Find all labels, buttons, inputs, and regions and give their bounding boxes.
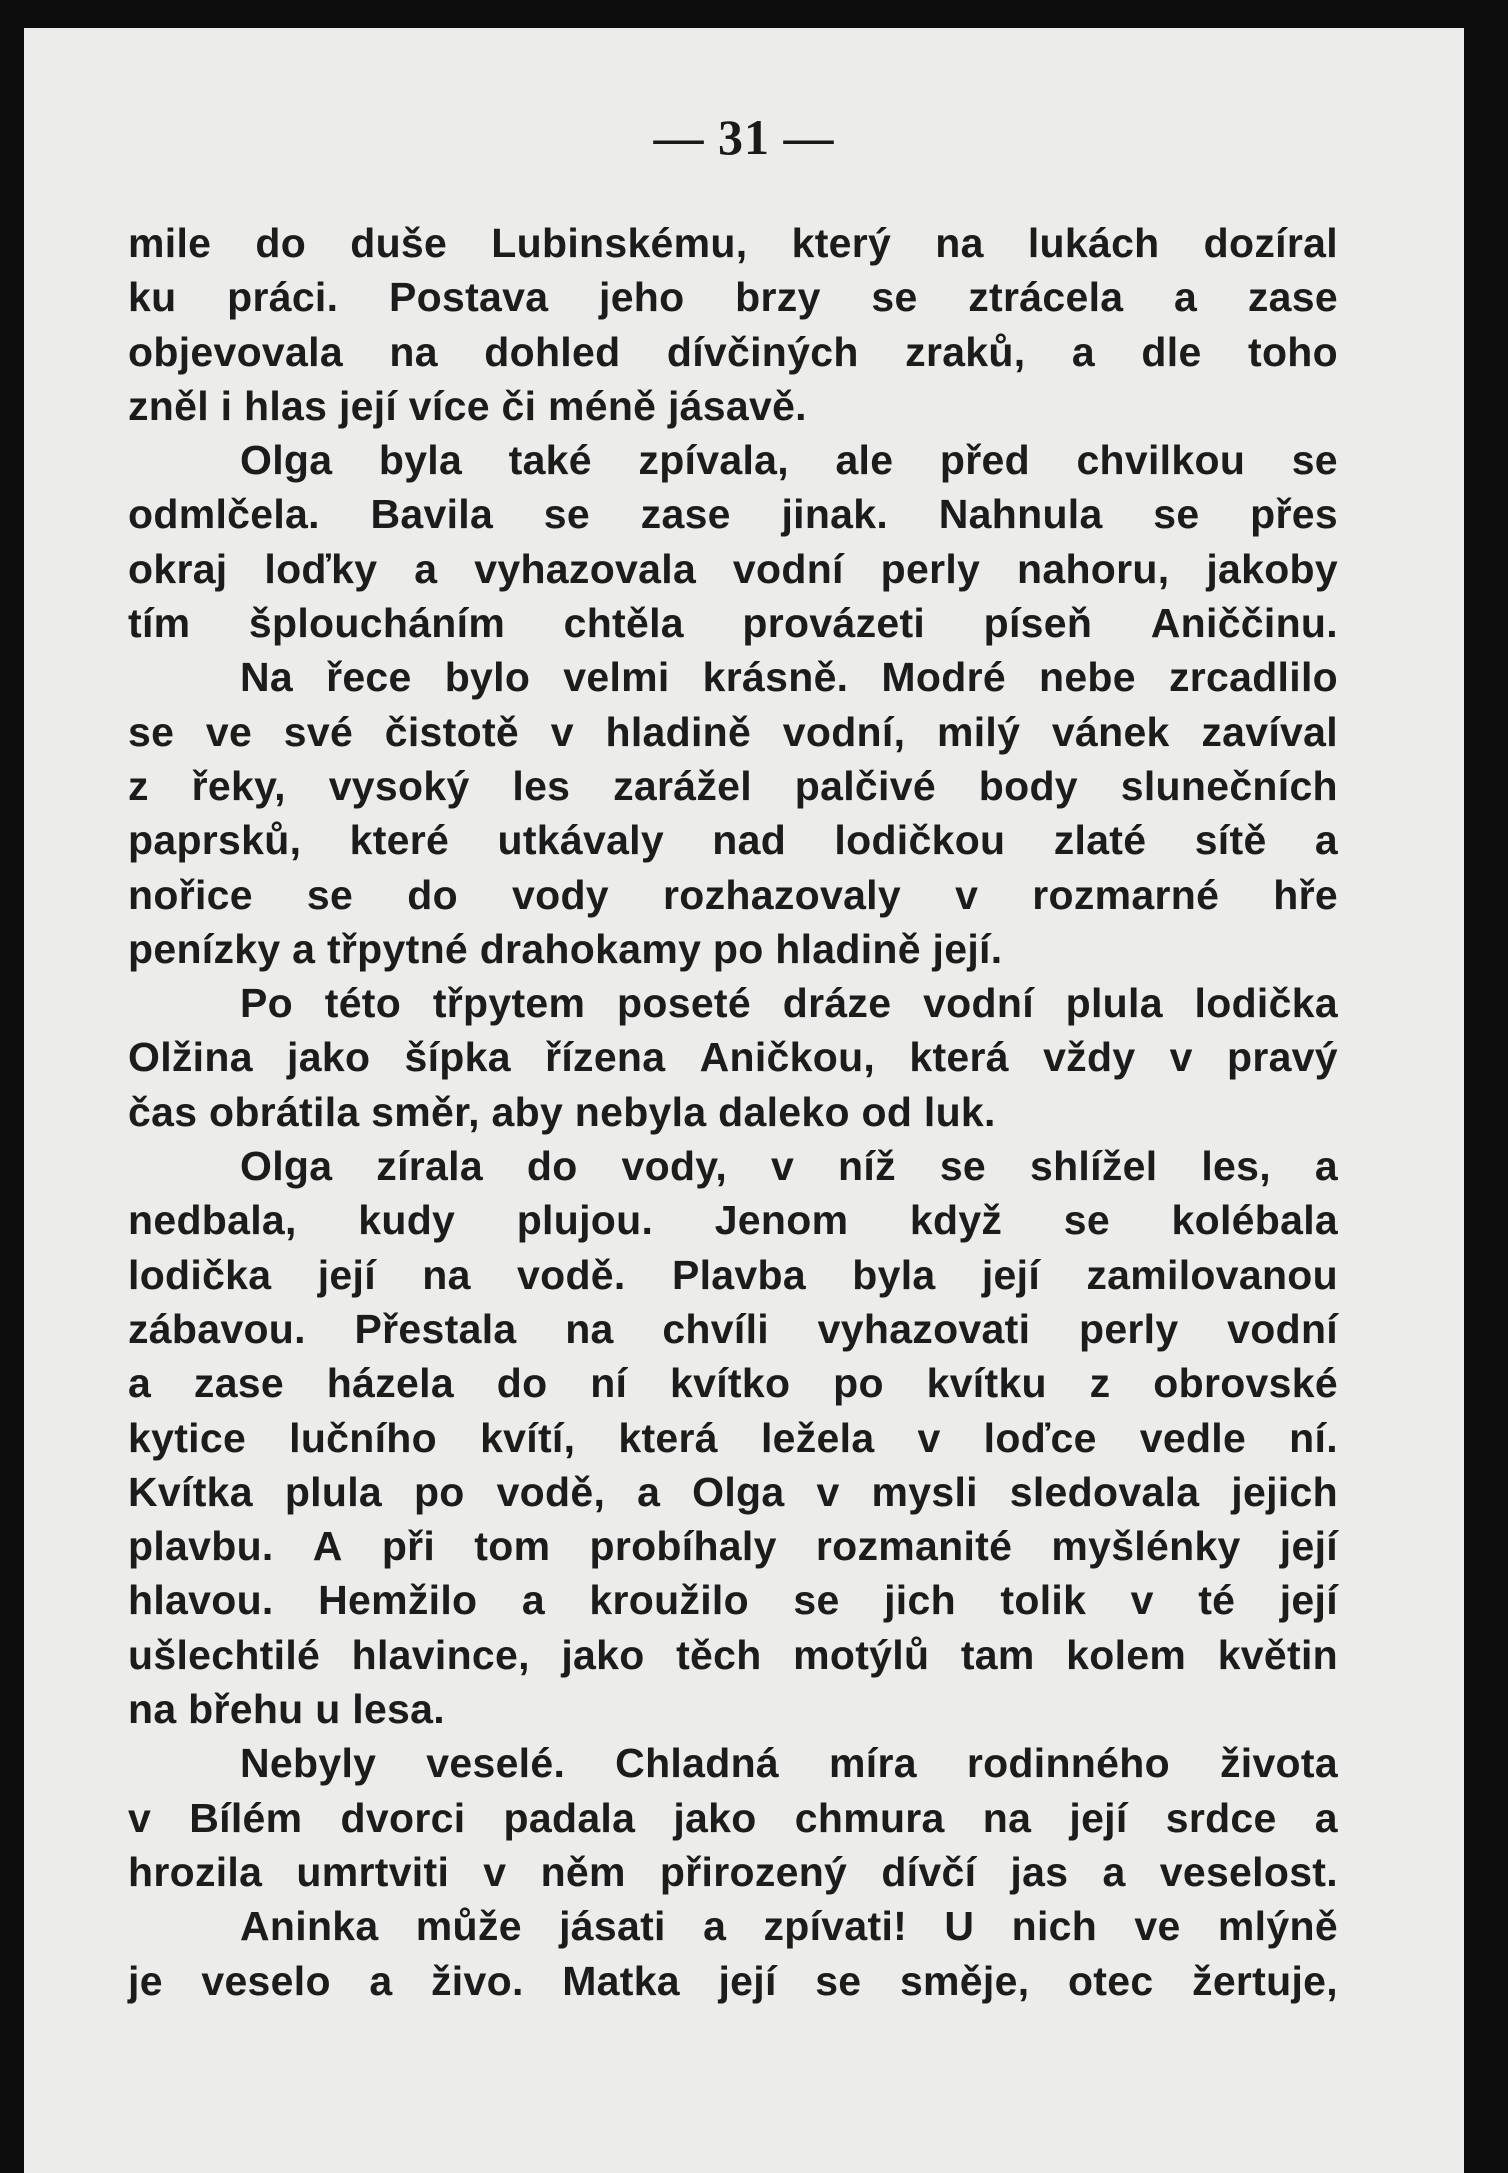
word: a	[1102, 1848, 1126, 1895]
word: kytice	[128, 1414, 247, 1461]
word: srdce	[1165, 1794, 1277, 1841]
word: Aničkou,	[699, 1034, 876, 1081]
word: Bílém	[189, 1794, 303, 1841]
word: zavíval	[1201, 708, 1338, 755]
word: body	[978, 762, 1078, 809]
word: loďce	[983, 1414, 1097, 1461]
word: chvíli	[662, 1305, 769, 1352]
word: jich	[884, 1577, 956, 1624]
word: A	[312, 1523, 343, 1570]
word: živo.	[431, 1957, 524, 2004]
word: je	[128, 1957, 163, 2004]
text-line	[128, 1795, 1338, 1849]
word: ležela	[760, 1414, 875, 1461]
word: které	[349, 817, 450, 864]
word: vždy	[1043, 1034, 1136, 1081]
word: do	[407, 871, 458, 918]
text-line	[128, 1306, 1338, 1360]
word: rozmanité	[815, 1523, 1013, 1570]
word: její	[981, 1251, 1041, 1298]
word: padala	[503, 1794, 636, 1841]
word: tom	[474, 1523, 551, 1570]
text-line	[128, 1360, 1338, 1414]
book-page	[24, 28, 1464, 2173]
word: sítě	[1194, 817, 1267, 864]
word: vody	[512, 871, 609, 918]
word: rozhazovaly	[662, 871, 901, 918]
word: motýlů	[793, 1631, 930, 1678]
word: obrovské	[1153, 1360, 1338, 1407]
word: les	[512, 762, 571, 809]
word: zábavou.	[128, 1305, 306, 1352]
word: tam	[960, 1631, 1035, 1678]
word: Olga	[692, 1468, 785, 1515]
word: bylo	[444, 654, 531, 701]
word: nad	[712, 817, 787, 864]
word: veselost.	[1159, 1848, 1338, 1895]
word: šploucháním	[248, 600, 506, 647]
body-text	[128, 220, 1338, 2012]
word: dozíral	[1203, 220, 1338, 266]
word: se	[871, 274, 918, 321]
word: její	[1279, 1577, 1338, 1624]
word: píseň	[983, 600, 1093, 647]
word: plula	[1065, 980, 1163, 1027]
word: Hemžilo	[318, 1577, 478, 1624]
word: vedle	[1139, 1414, 1247, 1461]
word: byla	[378, 437, 463, 484]
text-line	[128, 1903, 1338, 1957]
word: zase	[193, 1360, 284, 1407]
word: jásati	[559, 1903, 666, 1950]
word: po	[413, 1468, 465, 1515]
word: v	[1130, 1577, 1154, 1624]
word: rozmarné	[1032, 871, 1220, 918]
text-line	[128, 1034, 1338, 1088]
word: jas	[1010, 1848, 1069, 1895]
word: této	[324, 980, 402, 1027]
word: házela	[326, 1360, 454, 1407]
word: do	[496, 1360, 548, 1407]
text-line	[128, 817, 1338, 871]
word: jako	[561, 1631, 645, 1678]
word: života	[1219, 1740, 1338, 1787]
word: vodní,	[782, 708, 906, 755]
word: čistotě	[384, 708, 520, 755]
word: les,	[1201, 1143, 1271, 1190]
word: jejich	[1231, 1468, 1338, 1515]
word: nebe	[1038, 654, 1136, 701]
word: mile	[128, 220, 212, 266]
word: chtěla	[563, 600, 684, 647]
text-line	[128, 1197, 1338, 1251]
word: veselé.	[426, 1740, 566, 1787]
word: se	[543, 491, 590, 538]
word: v	[128, 1794, 152, 1841]
text-line	[128, 1686, 1338, 1740]
word: vodní	[732, 545, 844, 592]
word: který	[791, 220, 892, 266]
word: utkávaly	[497, 817, 664, 864]
word: v	[483, 1848, 507, 1895]
text-line	[128, 1740, 1338, 1794]
word: zpívala,	[638, 437, 789, 484]
word: na	[982, 1794, 1032, 1841]
word: se	[939, 1143, 987, 1190]
word: do	[526, 1143, 578, 1190]
page-number: — 31 —	[653, 109, 835, 165]
word: ní	[590, 1360, 628, 1407]
word: žertuje,	[1192, 1957, 1338, 2004]
word: Nahnula	[938, 491, 1103, 538]
word: U	[944, 1903, 975, 1950]
word: rodinného	[966, 1740, 1170, 1787]
text-line	[128, 654, 1338, 708]
word: kvítku	[926, 1360, 1047, 1407]
word: toho	[1248, 328, 1338, 375]
word: také	[508, 437, 592, 484]
word: nahoru,	[1017, 545, 1170, 592]
word: velmi	[563, 654, 670, 701]
word: Jenom	[714, 1197, 849, 1244]
text-line	[128, 1523, 1338, 1577]
word: dívčiných	[666, 328, 859, 375]
word: zlaté	[1053, 817, 1147, 864]
word: ušlechtilé	[128, 1631, 321, 1678]
text-line	[128, 437, 1338, 491]
word: milý	[936, 708, 1021, 755]
word: slunečních	[1120, 762, 1338, 809]
word: své	[283, 708, 354, 755]
word: na	[565, 1305, 614, 1352]
word: vánek	[1051, 708, 1170, 755]
word: kvítí,	[480, 1414, 576, 1461]
text-line	[128, 1415, 1338, 1469]
word: hladině	[605, 708, 752, 755]
word: Plavba	[671, 1251, 806, 1298]
word: dohled	[484, 328, 621, 375]
word: v	[917, 1414, 941, 1461]
word: v	[1169, 1034, 1193, 1081]
text-line	[128, 383, 1338, 437]
word: po	[833, 1360, 884, 1407]
word: Na	[240, 654, 294, 701]
word: perly	[1078, 1305, 1179, 1352]
word: na	[389, 328, 438, 375]
word: níž	[838, 1143, 896, 1190]
word: v	[816, 1468, 840, 1515]
word: Nebyly	[240, 1740, 377, 1787]
word: Po	[240, 980, 293, 1027]
word: a	[703, 1903, 727, 1950]
text-line-content: čas obrátila směr, aby nebyla daleko od luk.	[128, 1088, 996, 1135]
word: řízena	[545, 1034, 666, 1081]
word: a	[369, 1957, 393, 2004]
word: Kvítka	[128, 1468, 253, 1515]
text-line	[128, 709, 1338, 763]
word: perly	[880, 545, 981, 592]
word: plujou.	[516, 1197, 654, 1244]
word: ní.	[1289, 1414, 1338, 1461]
word: její	[317, 1251, 376, 1298]
word: před	[939, 437, 1030, 484]
text-line	[128, 1632, 1338, 1686]
word: Modré	[881, 654, 1006, 701]
word: nořice	[128, 871, 253, 918]
word: se	[128, 708, 175, 755]
word: vyhazovati	[817, 1305, 1031, 1352]
word: se	[815, 1957, 862, 2004]
word: Přestala	[354, 1305, 517, 1352]
text-line	[128, 1577, 1338, 1631]
word: květin	[1217, 1631, 1338, 1678]
word: její	[1279, 1523, 1338, 1570]
word: její	[718, 1957, 777, 2004]
word: jakoby	[1206, 545, 1338, 592]
word: kudy	[358, 1197, 456, 1244]
word: kolébala	[1171, 1197, 1338, 1244]
word: odmlčela.	[128, 491, 320, 538]
word: když	[909, 1197, 1003, 1244]
word: dvorci	[340, 1794, 466, 1841]
text-line	[128, 220, 1338, 274]
word: objevovala	[128, 328, 343, 375]
word: jako	[287, 1034, 371, 1081]
word: něm	[540, 1848, 626, 1895]
word: dle	[1141, 328, 1202, 375]
word: shlížel	[1029, 1143, 1158, 1190]
word: palčivé	[794, 762, 936, 809]
word: chvilkou	[1076, 437, 1246, 484]
word: lodičkou	[834, 817, 1006, 864]
word: Olga	[240, 437, 333, 484]
word: nedbala,	[128, 1197, 297, 1244]
text-line	[128, 1252, 1338, 1306]
word: pravý	[1226, 1034, 1338, 1081]
word: hře	[1273, 871, 1338, 918]
text-line	[128, 926, 1338, 980]
word: která	[618, 1414, 718, 1461]
text-line	[128, 329, 1338, 383]
text-line	[128, 546, 1338, 600]
word: poseté	[617, 980, 751, 1027]
word: mysli	[871, 1468, 978, 1515]
word: paprsků,	[128, 817, 302, 864]
word: šípka	[404, 1034, 511, 1081]
text-line	[128, 1143, 1338, 1197]
word: Lubinskému,	[491, 220, 748, 266]
word: ale	[835, 437, 894, 484]
word: zase	[640, 491, 731, 538]
text-line	[128, 1469, 1338, 1523]
text-line-content: na břehu u lesa.	[128, 1686, 445, 1733]
text-line	[128, 1958, 1338, 2012]
word: v	[955, 871, 979, 918]
word: té	[1198, 1577, 1236, 1624]
text-line	[128, 600, 1338, 654]
word: a	[1174, 274, 1198, 321]
word: krásně.	[702, 654, 849, 701]
word: jinak.	[781, 491, 889, 538]
text-line	[128, 980, 1338, 1034]
word: se	[306, 871, 354, 918]
word: práci.	[227, 274, 339, 321]
word: řeky,	[191, 762, 286, 809]
text-line	[128, 1849, 1338, 1903]
word: jeho	[599, 274, 685, 321]
word: kolem	[1066, 1631, 1187, 1678]
text-line-content: zněl i hlas její více či méně jásavě.	[128, 382, 807, 429]
word: směje,	[899, 1957, 1030, 2004]
word: se	[1063, 1197, 1110, 1244]
word: na	[935, 220, 984, 266]
word: a	[1314, 817, 1338, 864]
word: umrtviti	[296, 1848, 450, 1895]
word: a	[1314, 1794, 1338, 1841]
word: lodička	[128, 1251, 272, 1298]
word: zarážel	[613, 762, 752, 809]
word: může	[415, 1903, 522, 1950]
word: vodě.	[517, 1251, 626, 1298]
word: se	[793, 1577, 840, 1624]
word: zase	[1247, 274, 1338, 321]
word: provázeti	[742, 600, 926, 647]
word: lukách	[1027, 220, 1160, 266]
word: a	[637, 1468, 661, 1515]
word: myšlénky	[1051, 1523, 1241, 1570]
word: vysoký	[328, 762, 470, 809]
word: a	[128, 1360, 152, 1407]
word: probíhaly	[589, 1523, 777, 1570]
word: Postava	[388, 274, 549, 321]
word: jako	[673, 1794, 757, 1841]
word: a	[1071, 328, 1095, 375]
word: zamilovanou	[1086, 1251, 1338, 1298]
word: těch	[676, 1631, 762, 1678]
word: plula	[284, 1468, 382, 1515]
word: a	[414, 545, 438, 592]
word: se	[1291, 437, 1338, 484]
word: míra	[829, 1740, 917, 1787]
word: hrozila	[128, 1848, 263, 1895]
text-line	[128, 763, 1338, 817]
word: kvítko	[670, 1360, 791, 1407]
word: vodní	[1227, 1305, 1338, 1352]
word: hlavince,	[351, 1631, 530, 1678]
word: do	[255, 220, 307, 266]
word: třpytem	[432, 980, 586, 1027]
text-line	[128, 274, 1338, 328]
word: tím	[128, 600, 191, 647]
word: duše	[350, 220, 448, 266]
word: z	[128, 762, 149, 809]
word: přes	[1250, 491, 1338, 538]
word: hlavou.	[128, 1577, 274, 1624]
word: vyhazovala	[474, 545, 697, 592]
word: z	[1089, 1360, 1111, 1407]
text-line	[128, 872, 1338, 926]
word: loďky	[264, 545, 378, 592]
word: ve	[205, 708, 253, 755]
word: vodě,	[496, 1468, 606, 1515]
word: při	[381, 1523, 436, 1570]
word: lodička	[1194, 980, 1338, 1027]
word: mlýně	[1217, 1903, 1338, 1950]
word: sledovala	[1009, 1468, 1200, 1515]
word: Aniččinu.	[1150, 600, 1338, 647]
word: plavbu.	[128, 1523, 274, 1570]
word: a	[521, 1577, 545, 1624]
word: veselo	[201, 1957, 331, 2004]
word: nich	[1011, 1903, 1098, 1950]
word: Matka	[562, 1957, 680, 2004]
word: přirozený	[659, 1848, 848, 1895]
word: dívčí	[881, 1848, 977, 1895]
word: která	[909, 1034, 1009, 1081]
word: zrcadlilo	[1168, 654, 1338, 701]
word: se	[1153, 491, 1200, 538]
word: a	[1314, 1143, 1338, 1190]
word: v	[550, 708, 574, 755]
word: ztrácela	[968, 274, 1124, 321]
word: v	[771, 1143, 795, 1190]
word: Chladná	[615, 1740, 780, 1787]
text-line	[128, 491, 1338, 545]
word: otec	[1067, 1957, 1154, 2004]
word: řece	[326, 654, 412, 701]
word: zírala	[376, 1143, 483, 1190]
word: Olga	[240, 1143, 333, 1190]
text-line	[128, 1089, 1338, 1143]
word: vody,	[621, 1143, 728, 1190]
word: ve	[1134, 1903, 1181, 1950]
word: zpívati!	[763, 1903, 908, 1950]
word: chmura	[794, 1794, 945, 1841]
word: Olžina	[128, 1034, 253, 1081]
word: ku	[128, 274, 177, 321]
word: lučního	[289, 1414, 437, 1461]
word: vodní	[923, 980, 1034, 1027]
word: na	[422, 1251, 471, 1298]
word: Bavila	[370, 491, 494, 538]
word: byla	[852, 1251, 936, 1298]
word: Aninka	[240, 1903, 379, 1950]
word: její	[1069, 1794, 1128, 1841]
word: kroužilo	[589, 1577, 749, 1624]
word: brzy	[735, 274, 821, 321]
word: zraků,	[905, 328, 1026, 375]
word: dráze	[782, 980, 892, 1027]
word: okraj	[128, 545, 228, 592]
text-line-content: penízky a třpytné drahokamy po hladině její.	[128, 925, 1003, 972]
word: tolik	[1000, 1577, 1087, 1624]
